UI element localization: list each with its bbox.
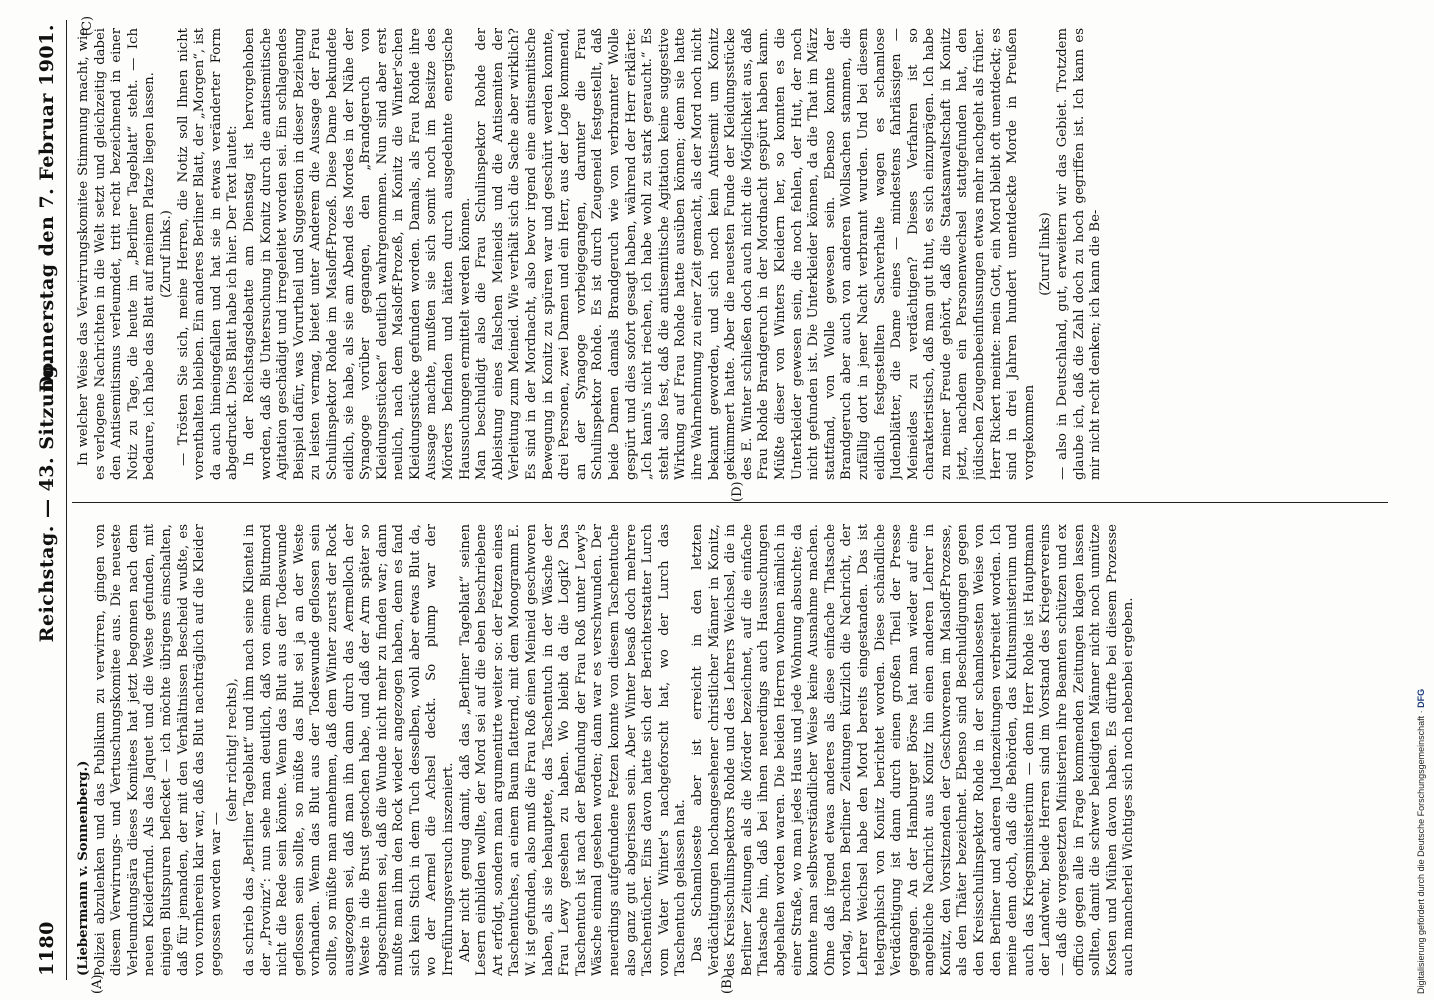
paragraph: Aber nicht genug damit, daß das „Berliner Tageblatt“ seinen Lesern einbilden wollte, der Mord sei auf die eben beschriebene Art erfolgt, sondern man argumentirte weiter so: der Fetzen eines Taschentuches, an einem Baum flatternd, mit dem Monogramm E. W. ist gefunden, also muß die Frau Roß einen Meineid geschworen haben, als sie behauptete, das Taschentuch in der Wäsche der Frau Lewy gesehen zu haben. Wo bleibt da die Logik? Das Taschentuch ist nach der Befundung der Frau Roß unter Lewy's Wäsche einmal gesehen worden; dann war es verschwunden. Der neuerdings aufgefundene Fetzen konnte von diesem Taschentuche also ganz gut abgerissen sein. Aber Winter besaß doch mehrere Taschentücher. Eins davon hatte sich der Berichterstatter Lurch vom Vater Winter's nachgeforscht hat, wo der Lurch das Taschentuch gelassen hat. [457,524,689,976]
dfg-logo: DFG [1416,688,1426,708]
credit-text: Digitalisierung gefördert durch die Deutsche Forschungsgemeinschaft · [1416,707,1426,994]
interjection: (Zuruf links) [1038,212,1054,296]
quoted-text: In der Reichstagsdebatte am Dienstag ist hervorgehoben worden, daß die Untersuchung in Konitz durch die antisemitische Agitation geschädigt und irregeleitet worden sei. Ein schlagendes Beispiel dafür, was Vorurtheil und Suggestion in dieser Beziehung zu leisten vermag, bietet unter Anderem die Aussage der Frau Schulinspektor Rohde im Masloff-Prozeß. Diese Dame bekundete eidlich, sie habe, als sie am Abend des Mordes in der Nähe der Synagoge vorüber gegangen, den „Brandgeruch von Kleidungsstücken“ deutlich wahrgenommen. Nun sind aber erst neulich, nach dem Masloff-Prozeß, in Konitz die Winter'schen Kleidungsstücke gefunden worden. Damals, als Frau Rohde ihre Aussage machte, mußten sie sich somit noch im Besitze des Mörders befinden und hätten durch ausgedehnte energische Haussuchungen ermittelt werden können. [241,28,473,480]
margin-marker-d: (D) [730,481,745,502]
paragraph: da schrieb das „Berliner Tageblatt“ und ihm nach seine Klientel in der „Provinz“: nun sehe man deutlich, daß von einem Blutmord nicht die Rede sein könnte. Wenn das Blut aus der Todeswunde geflossen sein sollte, so müßte das Blut sei ja an der Weste vorhanden. Wenn das Blut aus der Todeswunde geflossen sein sollte, so müßte man annehmen, daß dem Winter zuerst der Rock ausgezogen sei, daß man ihn dann durch das Aermelloch der Weste in die Brust gestochen habe, und daß der Arm später so abgeschnitten sei, daß die Wunde nicht mehr zu finden war; dann mußte man ihm den Rock wieder angezogen haben, denn es fand sich kein Stich in dem Tuch desselben, wohl aber etwas Blut da, wo der Aermel die Achsel deckt. So plump war der Irreführungsversuch inszeniert. [241,524,457,976]
interjection: (Zuruf links.) [158,210,174,298]
right-column [76,28,1386,480]
session-title: Reichstag. — 43. Sitzung. [36,357,58,643]
speaker-name: (Liebermann v. Sonnenberg.) [76,760,91,976]
column-divider [72,502,1388,503]
interjection: (sehr richtig! rechts), [225,678,241,822]
paragraph: In welcher Weise das Verwirrungskomitee Stimmung macht, wie es verlogene Nachrichten in die Welt setzt und gleichzeitig dabei den Antisemitismus verleumdet, tritt recht bezeichnend in einer Notiz zu Tage, die heute im „Berliner Tageblatt“ steht. — Ich bedaure, ich habe das Blatt auf meinem Platze liegen lassen. [76,28,158,480]
margin-marker-b: (B) [720,974,735,994]
paragraph: Polizei abzulenken und das Publikum zu verwirren, gingen von diesem Verwirrungs- und Vertuschungskomitee aus. Die neueste Verleumdungsära dieses Komitees hat jetzt begonnen nach dem neuen Kleiderfund. Als das Jaquet und die Weste gefunden, mit einigen Blutspuren beflecket — ich möchte übrigens einschalten, daß für jemanden, der mit den Verhältnissen Bescheid wußte, es von vornherein klar war, daß das Blut nachträglich auf die Kleider gegossen worden war — [92,524,224,976]
paragraph: — Trösten Sie sich, meine Herren, die Notiz soll Ihnen nicht vorenthalten bleiben. Ein anderes Berliner Blatt, der „Morgen“, ist da auch hineingefallen und hat sie in etwas veränderter Form abgedruckt. Dies Blatt habe ich hier. Der Text lautet: [175,28,241,480]
margin-marker-a: (A) [90,974,105,994]
paragraph: Das Schamloseste aber ist erreicht in den letzten Verdächtigungen hochangesehener christlicher Männer in Konitz, des Kreisschulinspektors Rohde und des Lehrers Weichsel, die in Berliner Zeitungen als die Mörder bezeichnet, auf die einfache Thatsache hin, daß bei ihnen neuerdings auch Haussuchungen abgehalten worden waren. Die beiden Herren wohnen nämlich in einer Straße, wo man jedes Haus und jede Wohnung absuchte; da konnte man selbstverständlicher Weise keine Ausnahme machen. Ohne daß irgend etwas anderes als diese einfache Thatsache vorlag, brachten Berliner Zeitungen kürzlich die Nachricht, der Lehrer Weichsel habe den Mord bereits eingestanden. Das ist telegraphisch von Konitz berichtet worden. Diese schändliche Verdächtigung ist dann durch einen großen Theil der Presse gegangen. An der Hamburger Börse hat man wieder auf eine angebliche Nachricht aus Konitz hin einen anderen Lehrer in Konitz, den Vorsitzenden der Geschworenen im Masloff-Prozesse, als den Thäter bezeichnet. Ebenso sind Beschuldigungen gegen den Kreisschulinspektor Rohde in der schamlosesten Weise von den Berliner und anderen Judenzeitungen verbreitet worden. Ich meine denn doch, daß die Behörden, das Kultusministerium und auch das Kriegsministerium — denn Herr Rohde ist Hauptmann der Landwehr, beide Herren sind im Vorstand des Kriegervereins — daß die vorgesetzten Ministerien ihre Beamten schützen und ex officio gegen alle in Frage kommenden Zeitungen klagen lassen sollten, damit die schwer beleidigten Männer nicht noch unnütze Kosten und Mühen davon haben. Es dürfte bei diesem Prozesse auch mancherlei Wichtiges sich noch nebenbei ergeben. [689,524,1137,976]
margin-marker-c: (C) [80,15,95,36]
left-column [76,524,1386,976]
digitization-credit [1411,8,1431,994]
page-number: 1180 [36,921,58,976]
paragraph: — also in Deutschland, gut, erweitern wir das Gebiet. Trotzdem glaube ich, daß die Zahl doch zu hoch gegriffen ist. Ich kann es mir nicht recht denken; ich kann die Be- [1055,28,1104,480]
header-rule [66,20,67,980]
page-header [36,24,64,976]
session-date: Donnerstag den 7. Februar 1901. [36,24,58,393]
paragraph: Man beschuldigt also die Frau Schulinspektor Rohde der Ableistung eines falschen Meineids und die Antisemiten der Verleitung zum Meineid. Wie verhält sich die Sache aber wirklich? Es sind in der Mordnacht, also bevor irgend eine antisemitische Bewegung in Konitz zu spüren war und geschürt werden konnte, drei Personen, zwei Damen und ein Herr, aus der Loge kommend, an der Synagoge vorbeigegangen, darunter die Frau Schulinspektor Rohde. Es ist durch Zeugeneid festgestellt, daß beide Damen damals Brandgeruch wie von verbrannter Wolle gespürt und dies sofort gesagt haben, während der Herr erklärte: „Ich kann's nicht riechen, ich habe wohl zu stark geraucht.“ Es steht also fest, daß die antisemitische Agitation keine suggestive Wirkung auf Frau Rohde hatte ausüben können; denn sie hatte ihre Wahrnehmung zu einer Zeit gemacht, als der Mord noch nicht bekannt geworden, und sich noch kein Antisemit um Konitz gekümmert hatte. Aber die neuesten Funde der Kleidungsstücke des E. Winter schließen doch auch nicht die Möglichkeit aus, daß Frau Rohde Brandgeruch in der Mordnacht gespürt haben kann. Müßte dieser von Winters Kleidern her, so konnten es die Unterkleider gewesen sein, die noch fehlen, der Hut, der noch nicht gefunden ist. Die Unterkleider können, da die That im März stattfand, von Wolle gewesen sein. Ebenso konnte der Brandgeruch aber auch von anderen Wollsachen stammen, die zufällig dort in jener Nacht verbrannt wurden. Und bei diesem eidlich festgestellten Sachverhalte wagen es schamlose Judenblätter, die Dame eines — mindestens fahrlässigen — Meineides zu verdächtigen? Dieses Verfahren ist so charakteristisch, daß man gut thut, es sich einzuprägen. Ich habe zu meiner Freude gehört, daß die Staatsanwaltschaft in Konitz jetzt, nachdem ein Personenwechsel stattgefunden hat, den jüdischen Zeugenbeeinflussungen etwas mehr nachgeht als früher. Herr Rickert meinte: mein Gott, ein Mord bleibt oft unentdeckt; es sind in drei Jahren hundert unentdeckte Morde in Preußen vorgekommen [474,28,1037,480]
